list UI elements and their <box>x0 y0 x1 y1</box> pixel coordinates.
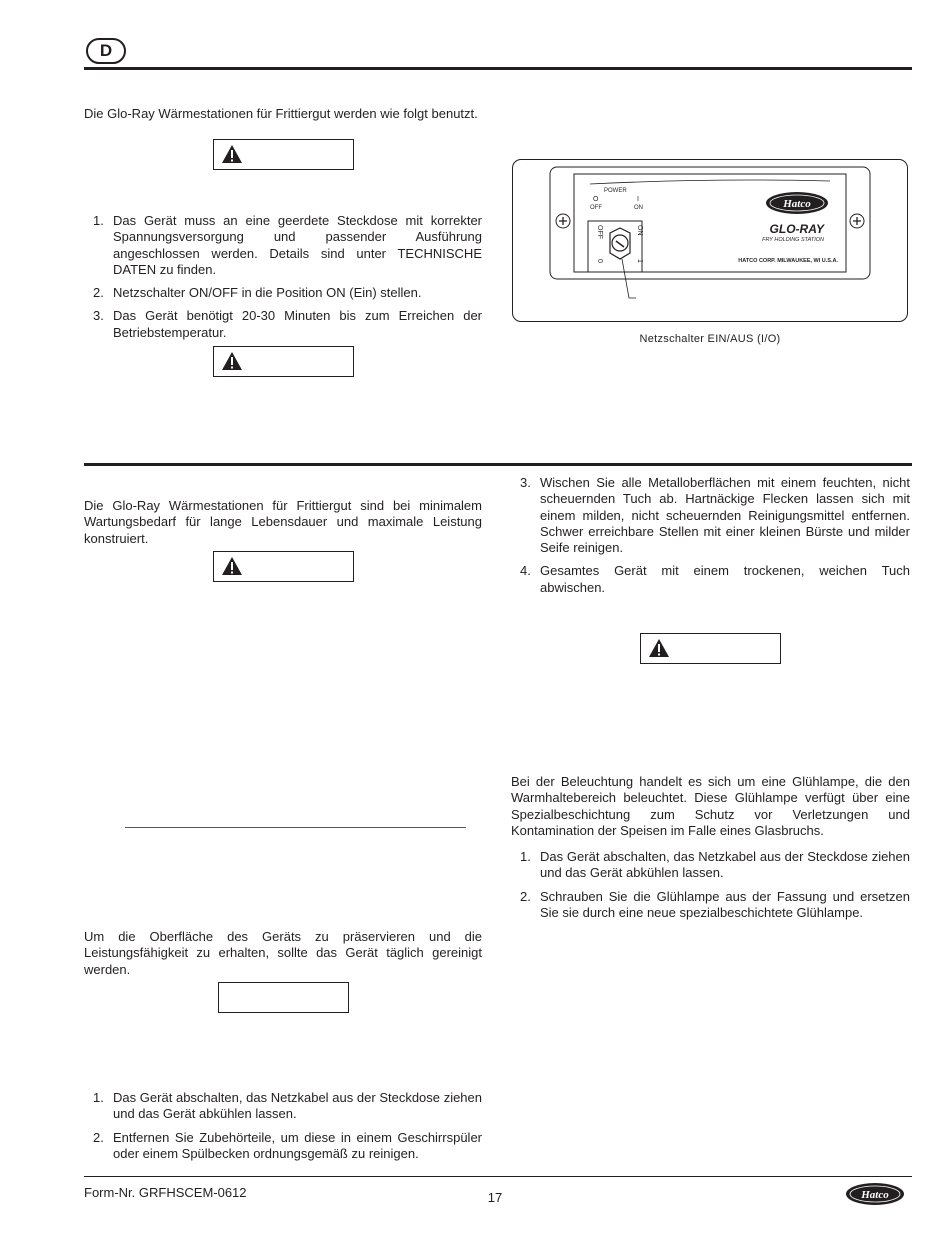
warning-icon <box>648 638 670 658</box>
maintenance-intro: Die Glo-Ray Wärmestationen für Frittiergut sind bei minimalem Wartungsbedarf für lange Lebensdauer und maximale Leistung konstruiert. <box>84 498 482 546</box>
list-item: 2. Entfernen Sie Zubehörteile, um diese in einem Geschirrspüler oder einem Spülbecken ordnungsgemäß zu reinigen. <box>93 1129 482 1161</box>
cleaning-steps-continued <box>511 475 910 603</box>
footer-logo-text: Hatco <box>861 1189 889 1201</box>
figure-brand-logo: Hatco <box>783 198 811 210</box>
list-item: 2. Netzschalter ON/OFF in die Position ON (Ein) stellen. <box>93 285 422 301</box>
on-symbol: I <box>637 196 639 203</box>
list-item: 4. Gesamtes Gerät mit einem trockenen, weichen Tuch abwischen. <box>520 563 910 595</box>
manufacturer-address: HATCO CORP. MILWAUKEE, WI U.S.A. <box>738 258 838 264</box>
cleaning-steps <box>84 1090 482 1169</box>
list-item: 3. Wischen Sie alle Metalloberflächen mit einem feuchten, nicht scheuernden Tuch ab. Hartnäckige Flecken lassen sich mit einem milden, nicht scheuernden Reinigungsmittel entfernen. Schwer erreichbare Stellen mit einer kleinen Bürste und milder Seife reinigen. <box>520 475 910 556</box>
lamp-intro: Bei der Beleuchtung handelt es sich um eine Glühlampe, die den Warmhaltebereich beleuchtet. Diese Glühlampe verfügt über eine Spezialbeschichtung zum Schutz vor Verletzungen und Kontamination der Speisen im Falle eines Glasbruchs. <box>511 774 910 838</box>
product-name: GLO-RAY <box>769 222 824 236</box>
cleaning-intro: Um die Oberfläche des Geräts zu präservieren und die Leistungsfähigkeit zu erhalten, sollte das Gerät täglich gereinigt werden. <box>84 929 482 977</box>
warning-box-2 <box>213 346 354 377</box>
figure-caption: Netzschalter EIN/AUS (I/O) <box>639 333 781 345</box>
switch-on-text: ON <box>636 225 643 236</box>
page-number: 17 <box>487 1190 503 1205</box>
switch-off-text: OFF <box>596 225 603 239</box>
power-label: POWER <box>604 188 627 194</box>
notice-box <box>218 982 349 1013</box>
warning-box-3 <box>213 551 354 582</box>
section-divider <box>84 463 912 466</box>
list-item: 1. Das Gerät abschalten, das Netzkabel aus der Steckdose ziehen und das Gerät abkühlen lassen. <box>520 849 910 881</box>
warning-box-1 <box>213 139 354 170</box>
off-symbol: O <box>593 196 599 203</box>
list-item: 3. Das Gerät benötigt 20-30 Minuten bis zum Erreichen der Betriebstemperatur. <box>93 308 482 340</box>
form-number: Form-Nr. GRFHSCEM-0612 <box>84 1185 247 1200</box>
warning-icon <box>221 556 243 576</box>
warning-icon <box>221 351 243 371</box>
power-switch-drawing <box>512 159 908 322</box>
off-label: OFF <box>590 205 602 211</box>
operation-intro: Die Glo-Ray Wärmestationen für Frittiergut werden wie folgt benutzt. <box>84 106 478 121</box>
product-subtitle: FRY HOLDING STATION <box>762 237 824 243</box>
switch-one-text: 1 <box>636 259 643 263</box>
top-divider <box>84 67 912 70</box>
list-item: 1. Das Gerät muss an eine geerdete Steckdose mit korrekter Spannungsversorgung und passender Ausführung angeschlossen werden. Details sind unter TECHNISCHE DATEN zu finden. <box>93 213 482 277</box>
on-label: ON <box>634 205 643 211</box>
footer-logo <box>844 1180 906 1208</box>
lamp-steps <box>511 849 910 928</box>
warning-icon <box>221 144 243 164</box>
list-item: 2. Schrauben Sie die Glühlampe aus der Fassung und ersetzen Sie sie durch eine neue spezialbeschichtete Glühlampe. <box>520 888 910 920</box>
warning-box-4 <box>640 633 781 664</box>
operation-steps <box>84 213 482 348</box>
subsection-divider <box>125 827 466 828</box>
switch-zero-text: 0 <box>596 259 603 263</box>
footer-divider <box>84 1176 912 1177</box>
language-badge: D <box>86 38 126 64</box>
list-item: 1. Das Gerät abschalten, das Netzkabel aus der Steckdose ziehen und das Gerät abkühlen lassen. <box>93 1090 482 1122</box>
